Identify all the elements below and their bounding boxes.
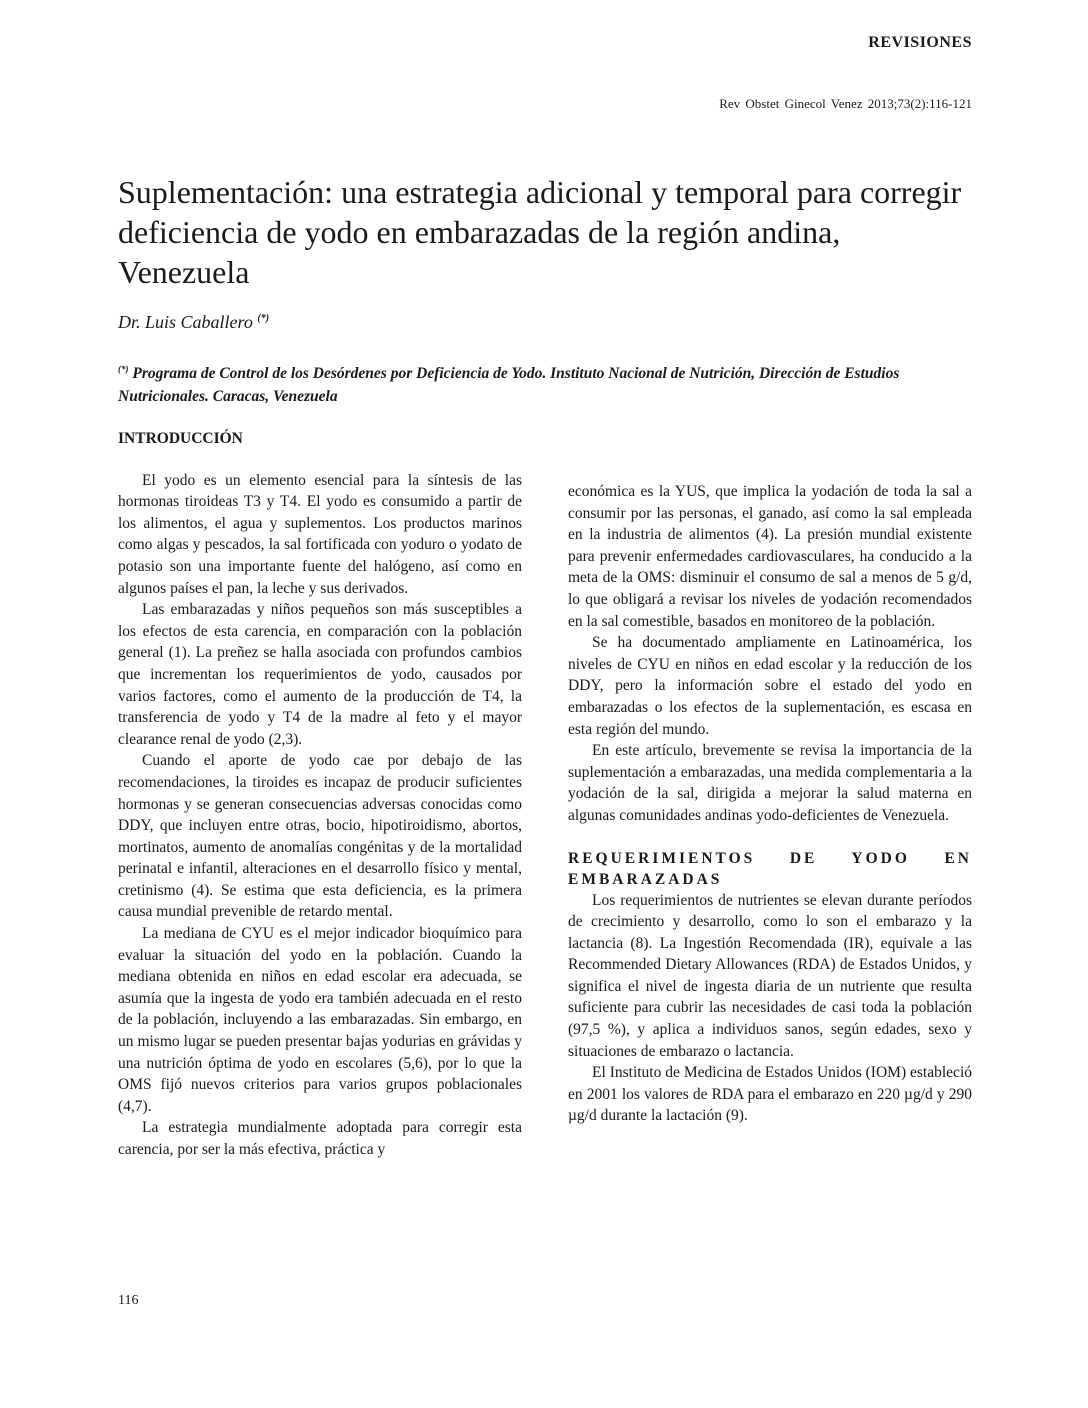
left-column: [118, 428, 522, 1161]
body-paragraph: La estrategia mundialmente adoptada para corregir esta carencia, por ser la más efectiva, práctica y: [118, 1119, 522, 1158]
body-paragraph: El yodo es un elemento esencial para la síntesis de las hormonas tiroideas T3 y T4. El yodo es consumido a partir de los alimentos, el agua y suplementos. Los productos marinos como algas y pescados, la sal fortificada con yoduro o yodato de potasio son una importante fuente del halógeno, así como en algunos países el pan, la leche y sus derivados.: [118, 471, 522, 597]
author-line: [118, 312, 269, 333]
affiliation: [118, 358, 968, 408]
body-paragraph: Se ha documentado ampliamente en Latinoamérica, los niveles de CYU en niños en edad escolar y la reducción de los DDY, pero la información sobre el estado del yodo en embarazadas o los efectos de la suplementación, es escasa en esta región del mundo.: [568, 634, 972, 738]
author-name: Dr. Luis Caballero: [118, 312, 253, 332]
body-paragraph: En este artículo, brevemente se revisa la importancia de la suplementación a embarazadas, una medida complementaria a la yodación de la sal, dirigida a mejorar la salud materna en algunas comunidades andinas yodo-deficientes de Venezuela.: [568, 742, 972, 824]
article-title: Suplementación: una estrategia adicional y temporal para corregir deficiencia de yodo en embarazadas de la región andina, Venezuela: [118, 174, 962, 290]
page-number: 116: [118, 1293, 139, 1308]
section-heading-introduccion: INTRODUCCIÓN: [118, 430, 243, 447]
body-paragraph: La mediana de CYU es el mejor indicador bioquímico para evaluar la situación del yodo en la población. Cuando la mediana obtenida en niños en edad escolar era adecuada, se asumía que la ingesta de yodo era también adecuada en el resto de la población, incluyendo a las embarazadas. Sin embargo, en un mismo lugar se pueden presentar bajas yodurias en grávidas y una nutrición óptima de yodo en escolares (5,6), por lo que la OMS fijó nuevos criterios para varios grupos poblacionales (4,7).: [118, 925, 522, 1115]
journal-citation: Rev Obstet Ginecol Venez 2013;73(2):116-121: [719, 96, 972, 111]
body-paragraph: Cuando el aporte de yodo cae por debajo de las recomendaciones, la tiroides es incapaz de producir suficientes hormonas y se generan consecuencias adversas conocidas como DDY, que incluyen entre otras, bocio, hipotiroidismo, abortos, mortinatos, aumento de anomalías congénitas y de la mortalidad perinatal e infantil, alteraciones en el desarrollo físico y mental, cretinismo (4). Se estima que esta deficiencia, es la primera causa mundial prevenible de retardo mental.: [118, 752, 522, 921]
body-paragraph: económica es la YUS, que implica la yodación de toda la sal a consumir por las personas, el ganado, así como la sal empleada en la industria de alimentos (4). La presión mundial existente para prevenir enfermedades cardiovasculares, ha conducido a la meta de la OMS: disminuir el consumo de sal a menos de 5 g/d, lo que obligará a revisar los niveles de yodación recomendados en la sal comestible, basados en monitoreo de la población.: [568, 483, 972, 630]
affiliation-mark: (*): [118, 364, 129, 374]
section-heading-requerimientos: REQUERIMIENTOS DE YODO EN EMBARAZADAS: [568, 849, 972, 888]
author-mark: (*): [257, 313, 270, 324]
body-paragraph: Las embarazadas y niños pequeños son más susceptibles a los efectos de esta carencia, en comparación con la población general (1). La preñez se halla asociada con profundos cambios que incrementan los requerimientos de yodo, causados por varios factores, como el aumento de la producción de T4, la transferencia de yodo y T4 de la madre al feto y el mayor clearance renal de yodo (2,3).: [118, 601, 522, 748]
affiliation-text: Programa de Control de los Desórdenes por Deficiencia de Yodo. Instituto Nacional de Nutrición, Dirección de Estudios Nutricionales. Caracas, Venezuela: [118, 365, 900, 405]
body-paragraph: El Instituto de Medicina de Estados Unidos (IOM) estableció en 2001 los valores de RDA para el embarazo en 220 µg/d y 290 µg/d durante la lactación (9).: [568, 1064, 972, 1125]
section-label: REVISIONES: [868, 34, 972, 51]
body-paragraph: Los requerimientos de nutrientes se elevan durante períodos de crecimiento y desarrollo, como lo son el embarazo y la lactancia (8). La Ingestión Recomendada (IR), equivale a las Recommended Dietary Allowances (RDA) de Estados Unidos, y significa el nivel de ingesta diaria de un nutriente que resulta suficiente para cubrir las necesidades de casi toda la población (97,5 %), y aplica a individuos sanos, según edades, sexo y situaciones de embarazo o lactancia.: [568, 891, 972, 1060]
right-column: [568, 481, 972, 1127]
